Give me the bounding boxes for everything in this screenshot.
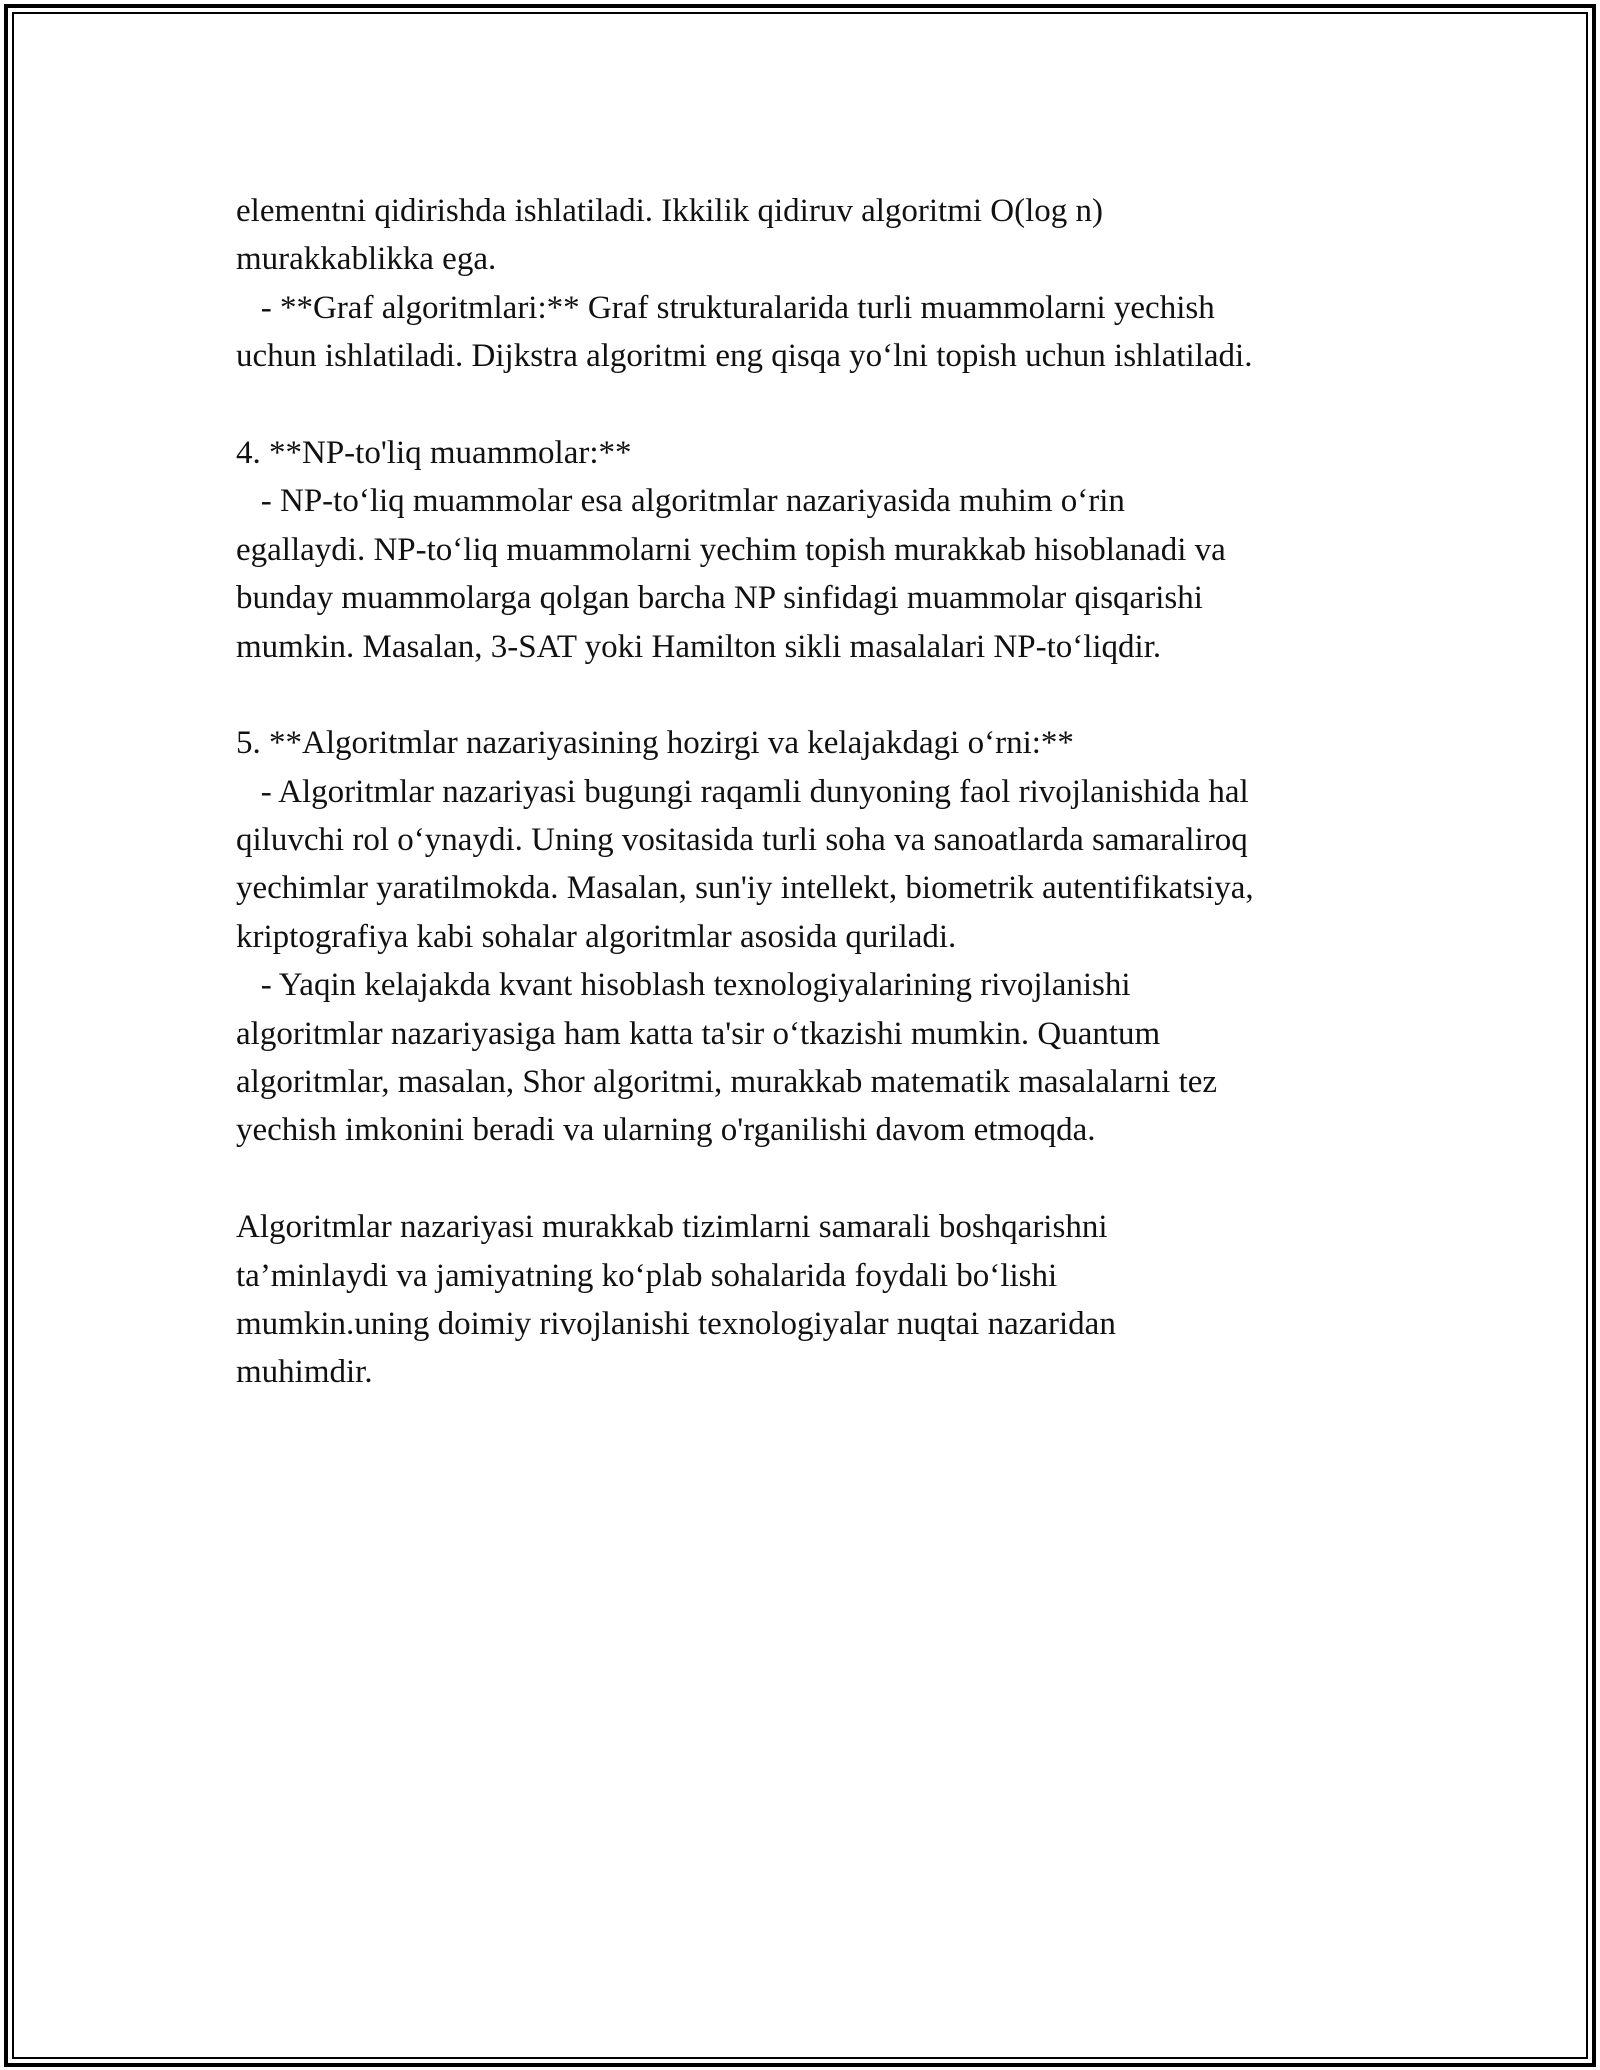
text-line: - Yaqin kelajakda kvant hisoblash texnologiyalarining rivojlanishi xyxy=(236,967,1131,1004)
blank-line xyxy=(236,671,1386,719)
section-heading: 5. **Algoritmlar nazariyasining hozirgi va kelajakdagi o‘rni:** xyxy=(236,725,1074,762)
section-heading: 4. **NP-to'liq muammolar:** xyxy=(236,434,632,471)
text-line: - **Graf algoritmlari:** Graf strukturalarida turli muammolarni yechish xyxy=(236,289,1215,326)
blank-line xyxy=(236,1155,1386,1203)
text-line: algoritmlar nazariyasiga ham katta ta'sir o‘tkazishi mumkin. Quantum xyxy=(236,1015,1161,1052)
text-line: uchun ishlatiladi. Dijkstra algoritmi eng qisqa yo‘lni topish uchun ishlatiladi. xyxy=(236,338,1253,375)
text-line: murakkablikka ega. xyxy=(236,241,497,278)
text-line: yechimlar yaratilmokda. Masalan, sun'iy intellekt, biometrik autentifikatsiya, xyxy=(236,870,1254,907)
text-line: egallaydi. NP-to‘liq muammolarni yechim topish murakkab hisoblanadi va xyxy=(236,531,1226,568)
text-line: elementni qidirishda ishlatiladi. Ikkilik qidiruv algoritmi O(log n) xyxy=(236,193,1104,229)
conclusion-line: ta’minlaydi va jamiyatning ko‘plab sohalarida foydali bo‘lishi xyxy=(236,1257,1058,1294)
text-line: qiluvchi rol o‘ynaydi. Uning vositasida turli soha va sanoatlarda samaraliroq xyxy=(236,822,1248,859)
text-line: yechish imkonini beradi va ularning o'rganilishi davom etmoqda. xyxy=(236,1112,1096,1149)
document-body xyxy=(236,187,1386,1397)
text-line: mumkin. Masalan, 3-SAT yoki Hamilton sikli masalalari NP-to‘liqdir. xyxy=(236,628,1162,665)
conclusion-line: Algoritmlar nazariyasi murakkab tizimlarni samarali boshqarishni xyxy=(236,1209,1108,1246)
conclusion-line: mumkin.uning doimiy rivojlanishi texnologiyalar nuqtai nazaridan xyxy=(236,1305,1116,1342)
text-line: bunday muammolarga qolgan barcha NP sinfidagi muammolar qisqarishi xyxy=(236,580,1203,617)
text-line: - Algoritmlar nazariyasi bugungi raqamli dunyoning faol rivojlanishida hal xyxy=(236,773,1249,810)
blank-line xyxy=(236,381,1386,429)
conclusion-line: muhimdir. xyxy=(236,1354,373,1391)
text-line: algoritmlar, masalan, Shor algoritmi, murakkab matematik masalalarni tez xyxy=(236,1064,1218,1101)
text-line: - NP-to‘liq muammolar esa algoritmlar nazariyasida muhim o‘rin xyxy=(236,483,1125,520)
text-line: kriptografiya kabi sohalar algoritmlar asosida quriladi. xyxy=(236,918,957,955)
